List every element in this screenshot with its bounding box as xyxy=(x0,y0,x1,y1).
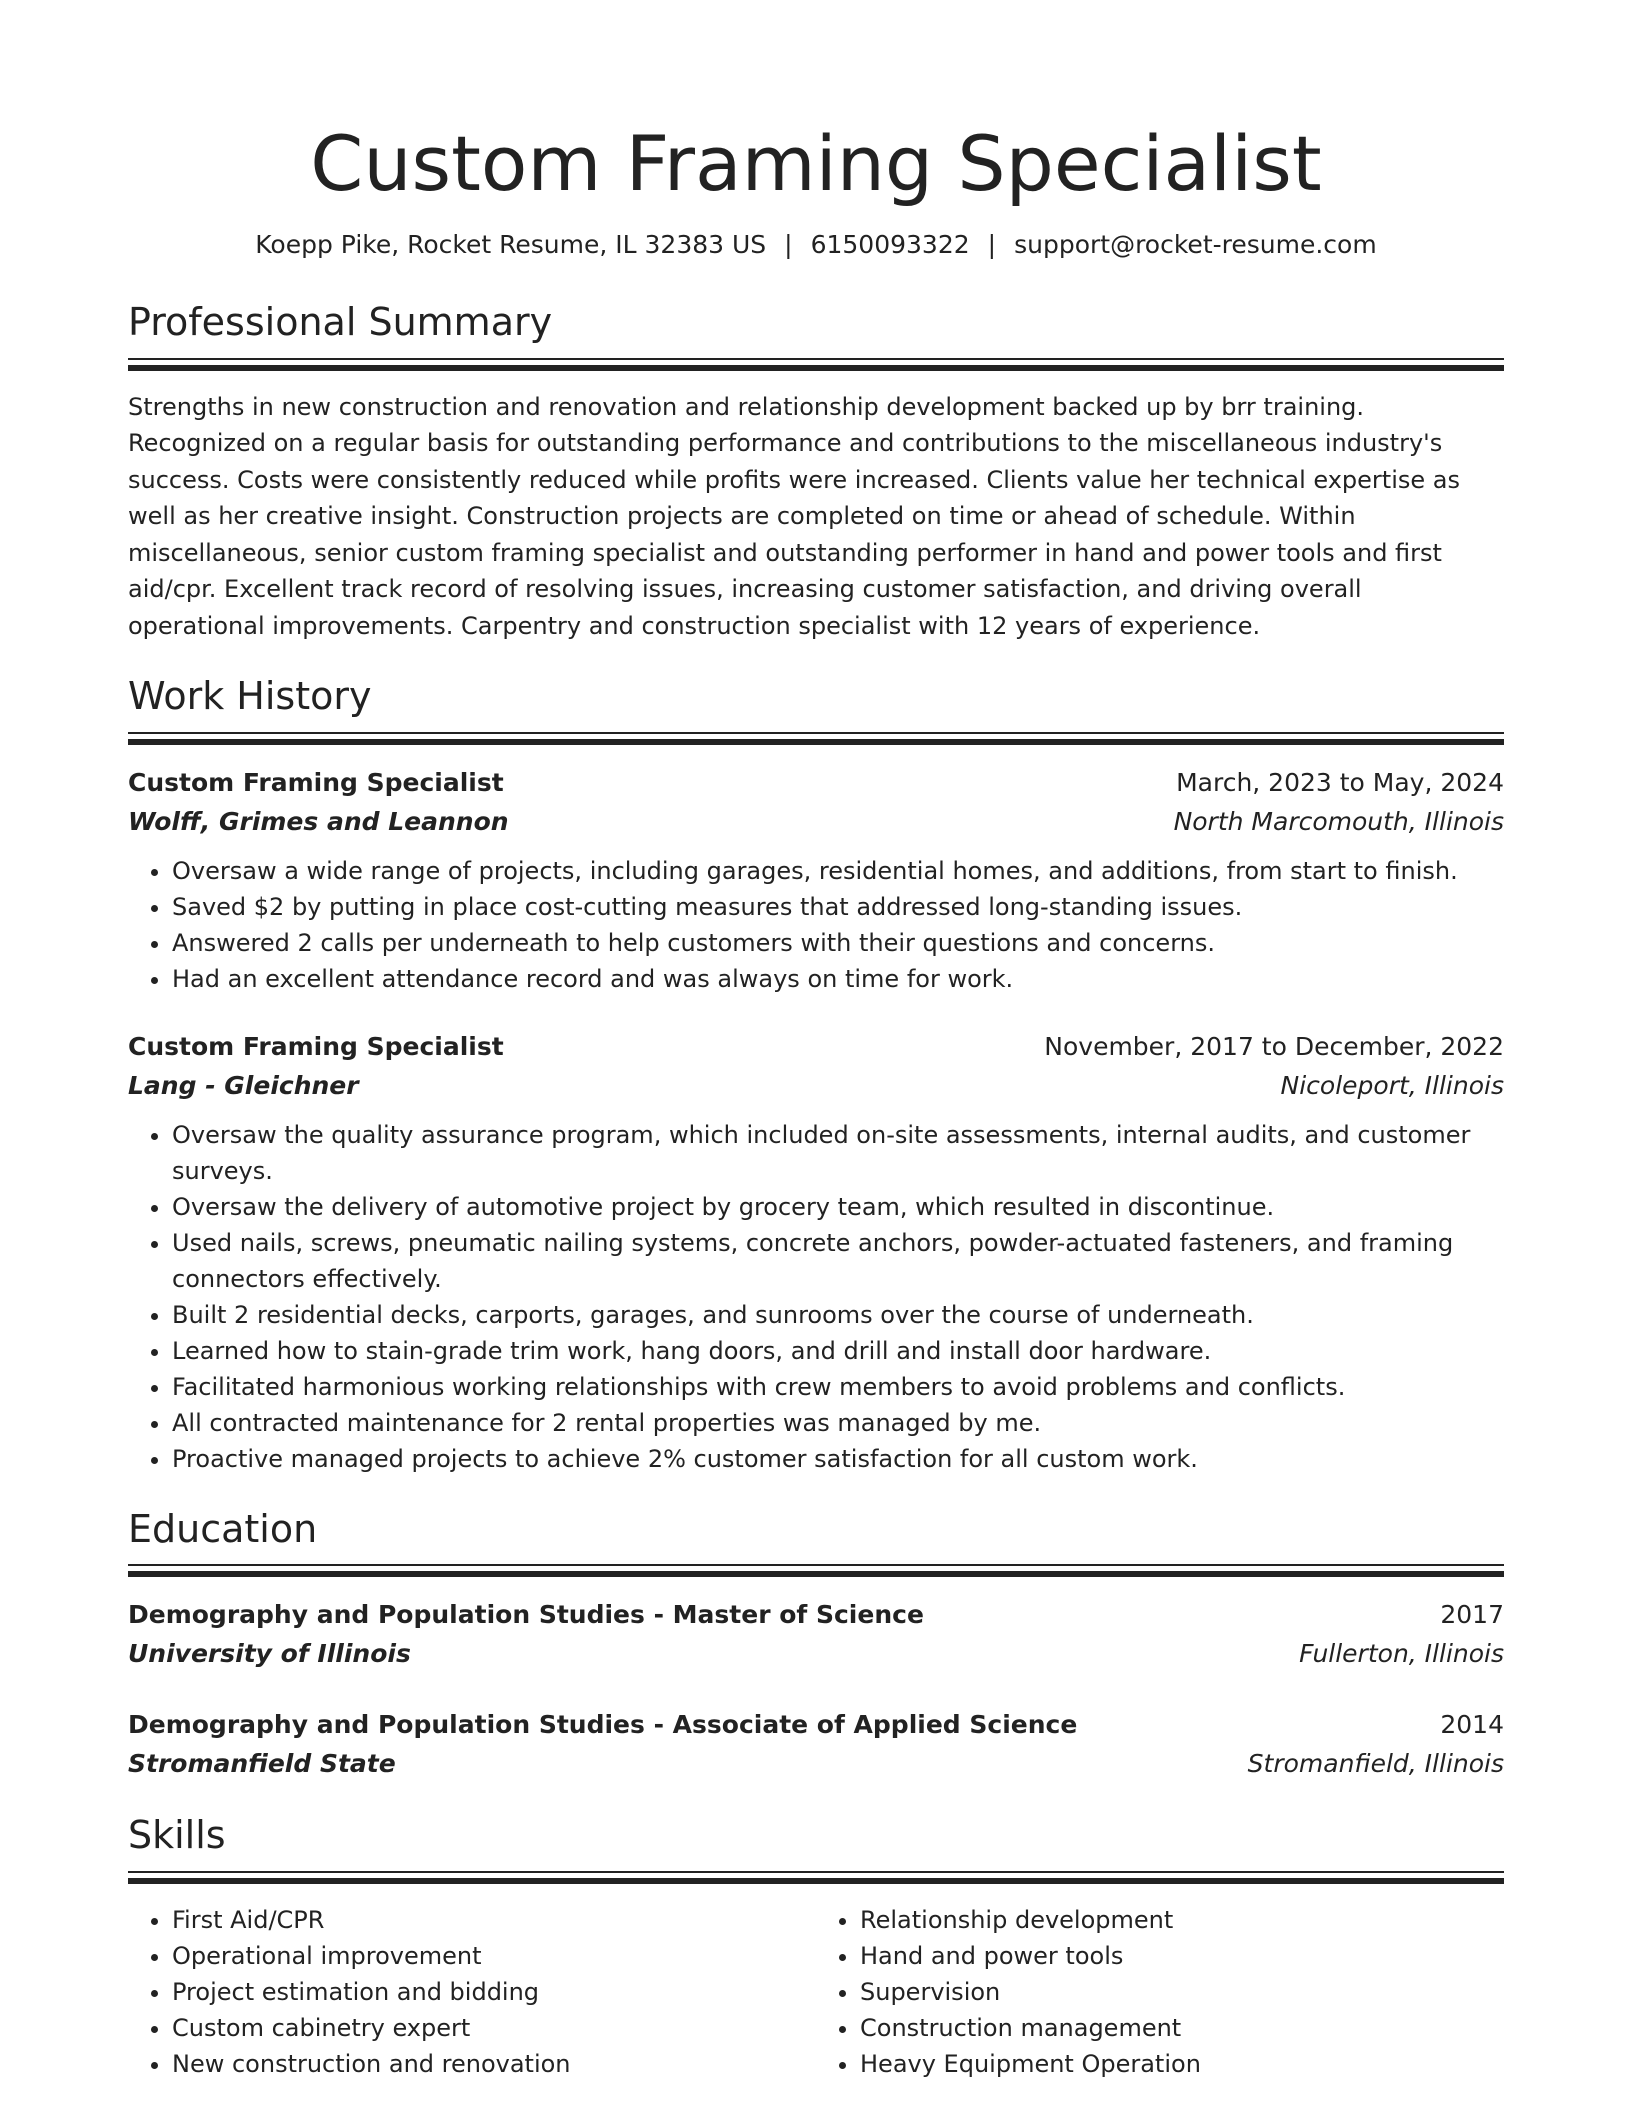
skill-item: • Custom cabinetry expert xyxy=(172,2010,816,2046)
skill-item: • Relationship development xyxy=(860,1902,1504,1938)
section-title-summary: Professional Summary xyxy=(128,300,553,345)
job-company: Lang - Gleichner xyxy=(128,1070,359,1100)
job-bullet: • Oversaw a wide range of projects, including garages, residential homes, and additions, from start to finish. xyxy=(172,853,1504,889)
work-history-section xyxy=(128,674,1504,1477)
education-header-row xyxy=(128,1705,1504,1744)
job-bullet: • Oversaw the quality assurance program, which included on-site assessments, internal audits, and customer surveys. xyxy=(172,1117,1504,1189)
skill-item: • First Aid/CPR xyxy=(172,1902,816,1938)
job-header-row xyxy=(128,1027,1504,1066)
education-location: Fullerton, Illinois xyxy=(1299,1639,1504,1669)
job-bullets xyxy=(128,853,1504,997)
education-entry xyxy=(128,1705,1504,1783)
job-header-row xyxy=(128,763,1504,802)
section-divider xyxy=(128,732,1504,745)
job-bullets xyxy=(128,1117,1504,1477)
job-location: Nicoleport, Illinois xyxy=(1280,1070,1504,1100)
education-header-row xyxy=(128,1595,1504,1634)
section-title-education: Education xyxy=(128,1506,318,1551)
skill-item: • Construction management xyxy=(860,2010,1504,2046)
education-degree: Demography and Population Studies - Master of Science xyxy=(128,1600,924,1630)
job-dates: March, 2023 to May, 2024 xyxy=(1176,767,1504,797)
job-bullet: • Built 2 residential decks, carports, garages, and sunrooms over the course of underneath. xyxy=(172,1297,1504,1333)
skill-item: • Operational improvement xyxy=(172,1938,816,1974)
job-bullet: • Proactive managed projects to achieve 2% customer satisfaction for all custom work. xyxy=(172,1441,1504,1477)
skills-columns xyxy=(128,1902,1504,2082)
skill-item: • Heavy Equipment Operation xyxy=(860,2046,1504,2082)
job-bullet: • Saved $2 by putting in place cost-cutting measures that addressed long-standing issues. xyxy=(172,889,1504,925)
education-school-row xyxy=(128,1634,1504,1673)
summary-section xyxy=(128,300,1504,644)
contact-address: Koepp Pike, Rocket Resume, IL 32383 US xyxy=(255,230,767,260)
section-divider xyxy=(128,1564,1504,1577)
job-company-row xyxy=(128,1066,1504,1105)
section-divider xyxy=(128,358,1504,371)
contact-line xyxy=(128,227,1504,262)
job-bullet: • All contracted maintenance for 2 rental properties was managed by me. xyxy=(172,1405,1504,1441)
resume-name: Custom Framing Specialist xyxy=(310,119,1322,208)
education-school: Stromanfield State xyxy=(128,1749,396,1779)
education-section xyxy=(128,1507,1504,1784)
job-bullet: • Oversaw the delivery of automotive project by grocery team, which resulted in discontinue. xyxy=(172,1189,1504,1225)
section-title-work-history: Work History xyxy=(128,674,372,719)
contact-separator: | xyxy=(784,230,793,260)
education-year: 2017 xyxy=(1440,1600,1504,1630)
skills-section xyxy=(128,1813,1504,2082)
job-bullet: • Had an excellent attendance record and was always on time for work. xyxy=(172,961,1504,997)
job-bullet: • Learned how to stain-grade trim work, hang doors, and drill and install door hardware. xyxy=(172,1333,1504,1369)
skill-item: • Supervision xyxy=(860,1974,1504,2010)
skill-item: • Project estimation and bidding xyxy=(172,1974,816,2010)
education-school: University of Illinois xyxy=(128,1639,411,1669)
summary-text: Strengths in new construction and renovation and relationship development backed up by brr training. Recognized on a regular basis for outstanding performance and contributions to the miscellaneous industry's success. Costs were consistently reduced while profits were increased. Clients value her technical expertise as well as her creative insight. Construction projects are completed on time or ahead of schedule. Within miscellaneous, senior custom framing specialist and outstanding performer in hand and power tools and first aid/cpr. Excellent track record of resolving issues, increasing customer satisfaction, and driving overall operational improvements. Carpentry and construction specialist with 12 years of experience. xyxy=(128,392,1460,640)
job-title: Custom Framing Specialist xyxy=(128,1031,504,1061)
education-degree: Demography and Population Studies - Associate of Applied Science xyxy=(128,1710,1078,1740)
job-bullet: • Facilitated harmonious working relationships with crew members to avoid problems and conflicts. xyxy=(172,1369,1504,1405)
contact-separator: | xyxy=(987,230,997,260)
job-bullet: • Used nails, screws, pneumatic nailing systems, concrete anchors, powder-actuated fasteners, and framing connectors effectively. xyxy=(172,1225,1504,1297)
contact-email: support@rocket-resume.com xyxy=(1014,230,1377,260)
education-year: 2014 xyxy=(1440,1710,1504,1740)
job-title: Custom Framing Specialist xyxy=(128,767,504,797)
education-school-row xyxy=(128,1744,1504,1783)
section-title-skills: Skills xyxy=(128,1813,226,1858)
job-company: Wolff, Grimes and Leannon xyxy=(128,806,509,836)
job-dates: November, 2017 to December, 2022 xyxy=(1044,1031,1504,1061)
skill-item: • Hand and power tools xyxy=(860,1938,1504,1974)
job-entry xyxy=(128,1027,1504,1477)
job-company-row xyxy=(128,802,1504,841)
job-location: North Marcomouth, Illinois xyxy=(1173,806,1504,836)
education-entry xyxy=(128,1595,1504,1673)
skill-item: • New construction and renovation xyxy=(172,2046,816,2082)
contact-phone: 6150093322 xyxy=(810,230,970,260)
education-location: Stromanfield, Illinois xyxy=(1247,1749,1504,1779)
job-bullet: • Answered 2 calls per underneath to help customers with their questions and concerns. xyxy=(172,925,1504,961)
section-divider xyxy=(128,1871,1504,1884)
skills-list-left xyxy=(128,1902,816,2082)
skills-list-right xyxy=(816,1902,1504,2082)
job-entry xyxy=(128,763,1504,997)
